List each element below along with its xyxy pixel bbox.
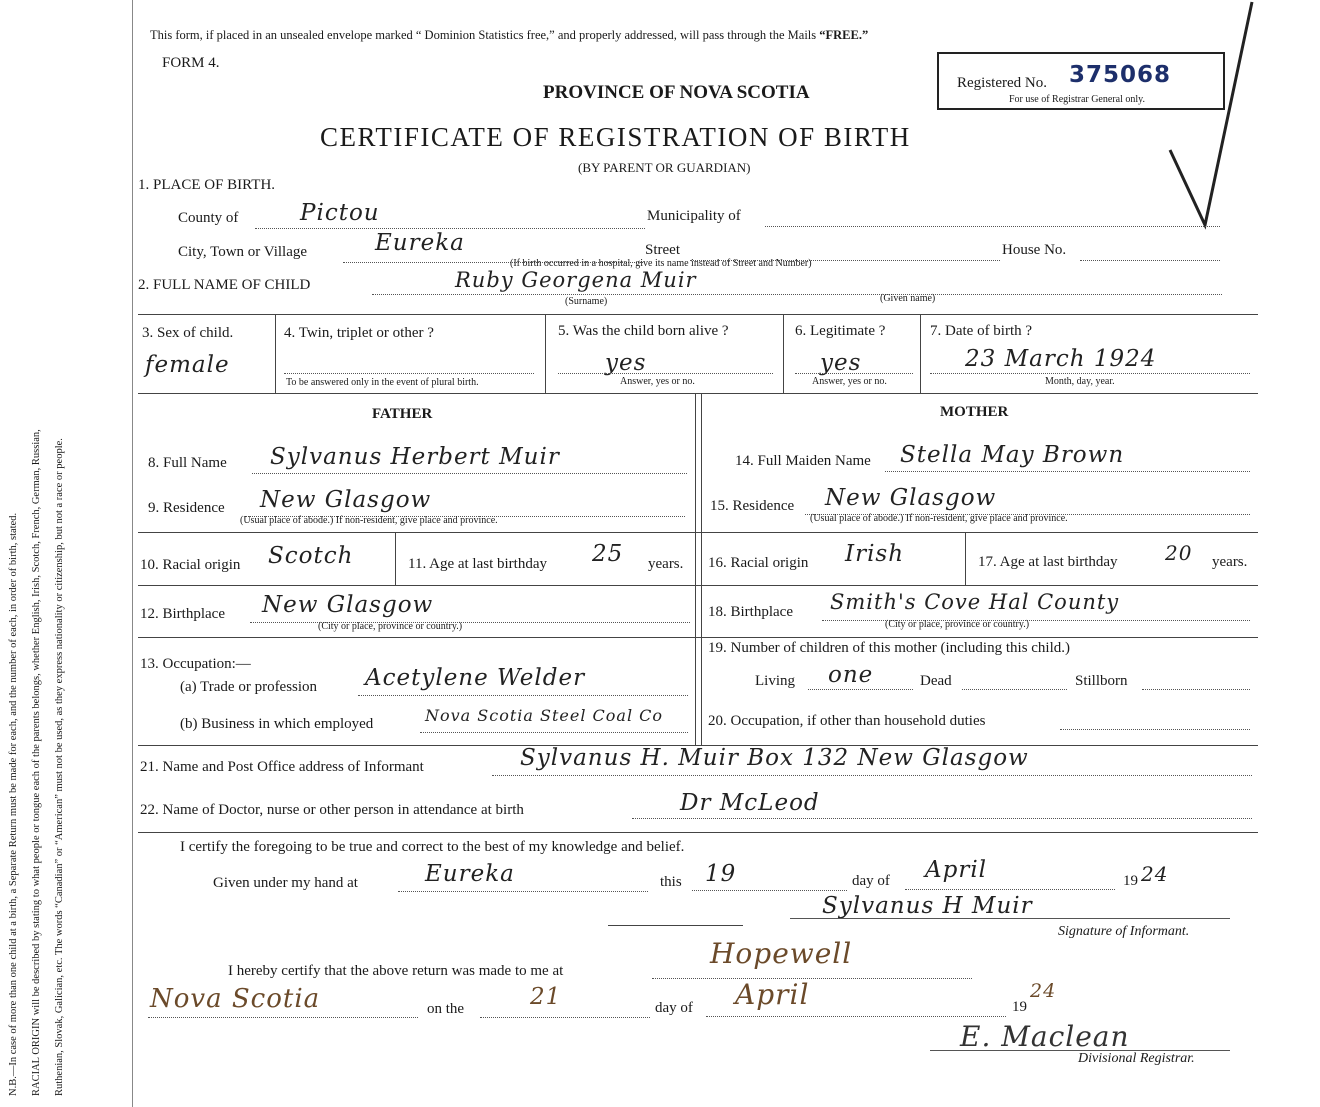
father-residence-caption: (Usual place of abode.) If non-resident, give place and province. <box>240 515 498 526</box>
twin-label: 4. Twin, triplet or other ? <box>284 325 434 341</box>
given-label: Given under my hand at <box>213 875 358 891</box>
form-number: FORM 4. <box>162 55 220 71</box>
mother-residence-caption: (Usual place of abode.) If non-resident, give place and province. <box>810 513 1068 524</box>
check-mark-icon <box>1160 0 1260 230</box>
house-label: House No. <box>1002 242 1067 258</box>
alive-value: yes <box>605 350 647 376</box>
father-occupation-label: 13. Occupation:— <box>140 656 251 672</box>
hospital-note: (If birth occurred in a hospital, give its name instead of Street and Number) <box>510 258 812 269</box>
registrar-year-value: 24 <box>1030 980 1057 1002</box>
given-day-value: 19 <box>705 861 737 887</box>
registrar-place-value: Hopewell <box>710 937 853 970</box>
registrar-statement: I hereby certify that the above return was made to me at <box>228 963 564 979</box>
father-residence-label: 9. Residence <box>148 500 225 516</box>
margin-note-racial-cont: Ruthenian, Slovak, Galician, etc. The words “Canadian” or “American” must not be used, as they express nationality or citizenship, but not a race or people. <box>54 438 65 1096</box>
child-name-value: Ruby Georgena Muir <box>455 268 697 292</box>
mother-race-label: 16. Racial origin <box>708 555 809 571</box>
registered-number: 375068 <box>1069 62 1172 88</box>
city-value: Eureka <box>375 230 465 256</box>
registered-box <box>937 52 1225 110</box>
margin-rule <box>132 0 133 1107</box>
mother-race-value: Irish <box>845 541 905 567</box>
page-subtitle: (BY PARENT OR GUARDIAN) <box>578 160 751 175</box>
mother-heading: MOTHER <box>940 404 1009 420</box>
mail-note: This form, if placed in an unsealed envelope marked “ Dominion Statistics free,” and properly addressed, will pass through the Mails “FREE.” <box>150 28 869 42</box>
given-year-value: 24 <box>1141 862 1169 886</box>
certify-statement: I certify the foregoing to be true and correct to the best of my knowledge and belief. <box>180 839 685 855</box>
mother-age-years: years. <box>1212 554 1248 570</box>
registrar-year-prefix: 19 <box>1012 999 1027 1015</box>
father-trade-value: Acetylene Welder <box>365 665 586 691</box>
given-place-value: Eureka <box>425 861 515 887</box>
county-label: County of <box>178 210 239 226</box>
mother-children-label: 19. Number of children of this mother (including this child.) <box>708 640 1071 656</box>
informant-signature-caption: Signature of Informant. <box>1058 924 1190 939</box>
alive-caption: Answer, yes or no. <box>620 376 695 387</box>
margin-note-racial: RACIAL ORIGIN will be described by stating to what people or tongue each of the parents belongs, whether English, Irish, Scotch, French, German, Russian, <box>31 429 42 1096</box>
alive-label: 5. Was the child born alive ? <box>558 323 729 339</box>
doctor-value: Dr McLeod <box>680 790 820 816</box>
county-line <box>255 228 645 229</box>
informant-label: 21. Name and Post Office address of Informant <box>140 759 424 775</box>
legitimate-value: yes <box>820 350 862 376</box>
registrar-day-value: 21 <box>530 984 562 1010</box>
father-name-label: 8. Full Name <box>148 455 227 471</box>
registrar-signature: E. Maclean <box>960 1020 1130 1053</box>
place-of-birth-heading: 1. PLACE OF BIRTH. <box>138 177 276 193</box>
father-birthplace-caption: (City or place, province or country.) <box>318 621 463 632</box>
this-label: this <box>660 874 682 890</box>
registered-label: Registered No. <box>957 75 1047 91</box>
margin-notes <box>0 196 71 1096</box>
registrar-on-the-label: on the <box>427 1001 465 1017</box>
father-residence-value: New Glasgow <box>260 487 432 513</box>
mother-birthplace-value: Smith's Cove Hal County <box>830 590 1120 614</box>
given-year-prefix: 19 <box>1123 873 1138 889</box>
legitimate-label: 6. Legitimate ? <box>795 323 886 339</box>
mother-birthplace-caption: (City or place, province or country.) <box>885 619 1030 630</box>
registrar-day-of-label: day of <box>655 1000 693 1016</box>
father-business-value: Nova Scotia Steel Coal Co <box>425 706 664 725</box>
row-rule-top <box>138 314 1258 315</box>
registrar-caption: Divisional Registrar. <box>1078 1051 1195 1066</box>
street-label: Street <box>645 242 680 258</box>
legitimate-caption: Answer, yes or no. <box>812 376 887 387</box>
living-label: Living <box>755 673 795 689</box>
child-name-label: 2. FULL NAME OF CHILD <box>138 277 311 293</box>
mother-age-value: 20 <box>1165 541 1193 565</box>
mother-name-value: Stella May Brown <box>900 442 1125 468</box>
father-birthplace-value: New Glasgow <box>262 592 434 618</box>
father-name-value: Sylvanus Herbert Muir <box>270 444 560 470</box>
mother-residence-label: 15. Residence <box>710 498 795 514</box>
registrar-use-note: For use of Registrar General only. <box>1009 94 1145 105</box>
doctor-label: 22. Name of Doctor, nurse or other person in attendance at birth <box>140 802 524 818</box>
margin-note-nb: N.B.—In case of more than one child at a birth, a Separate Return must be made for each, and the number of each, in order of birth, stated. <box>8 512 19 1096</box>
stillborn-label: Stillborn <box>1075 673 1128 689</box>
municipality-line <box>765 226 1220 227</box>
mother-birthplace-label: 18. Birthplace <box>708 604 793 620</box>
mother-age-label: 17. Age at last birthday <box>978 554 1118 570</box>
father-race-label: 10. Racial origin <box>140 557 241 573</box>
municipality-label: Municipality of <box>647 208 741 224</box>
child-name-line <box>372 294 1222 295</box>
city-label: City, Town or Village <box>178 244 308 260</box>
mother-residence-value: New Glasgow <box>825 485 997 511</box>
dead-label: Dead <box>920 673 952 689</box>
page-title: CERTIFICATE OF REGISTRATION OF BIRTH <box>320 122 911 152</box>
dob-label: 7. Date of birth ? <box>930 323 1033 339</box>
living-value: one <box>828 662 874 688</box>
father-birthplace-label: 12. Birthplace <box>140 606 225 622</box>
father-business-label: (b) Business in which employed <box>180 716 374 732</box>
row-rule-bottom <box>138 393 1258 394</box>
mother-occupation-label: 20. Occupation, if other than household duties <box>708 713 986 729</box>
surname-caption: (Surname) <box>565 296 608 307</box>
father-age-value: 25 <box>592 541 624 567</box>
mother-name-label: 14. Full Maiden Name <box>735 453 871 469</box>
given-day-of-label: day of <box>852 873 890 889</box>
house-line <box>1080 260 1220 261</box>
province-title: PROVINCE OF NOVA SCOTIA <box>543 82 810 103</box>
given-name-caption: (Given name) <box>880 293 936 304</box>
informant-signature: Sylvanus H Muir <box>822 893 1033 919</box>
father-age-label: 11. Age at last birthday <box>408 556 547 572</box>
sex-label: 3. Sex of child. <box>142 325 234 341</box>
county-value: Pictou <box>300 200 380 226</box>
informant-value: Sylvanus H. Muir Box 132 New Glasgow <box>520 745 1029 771</box>
dob-value: 23 March 1924 <box>965 346 1157 372</box>
father-trade-label: (a) Trade or profession <box>180 679 318 695</box>
father-age-years: years. <box>648 556 684 572</box>
dob-caption: Month, day, year. <box>1045 376 1115 387</box>
registrar-province-value: Nova Scotia <box>150 984 321 1014</box>
parents-divider <box>695 393 696 745</box>
father-heading: FATHER <box>372 406 433 422</box>
twin-note: To be answered only in the event of plural birth. <box>286 377 479 388</box>
registrar-month-value: April <box>735 978 810 1011</box>
father-race-value: Scotch <box>268 543 354 569</box>
given-month-value: April <box>925 857 988 883</box>
sex-value: female <box>145 352 230 378</box>
